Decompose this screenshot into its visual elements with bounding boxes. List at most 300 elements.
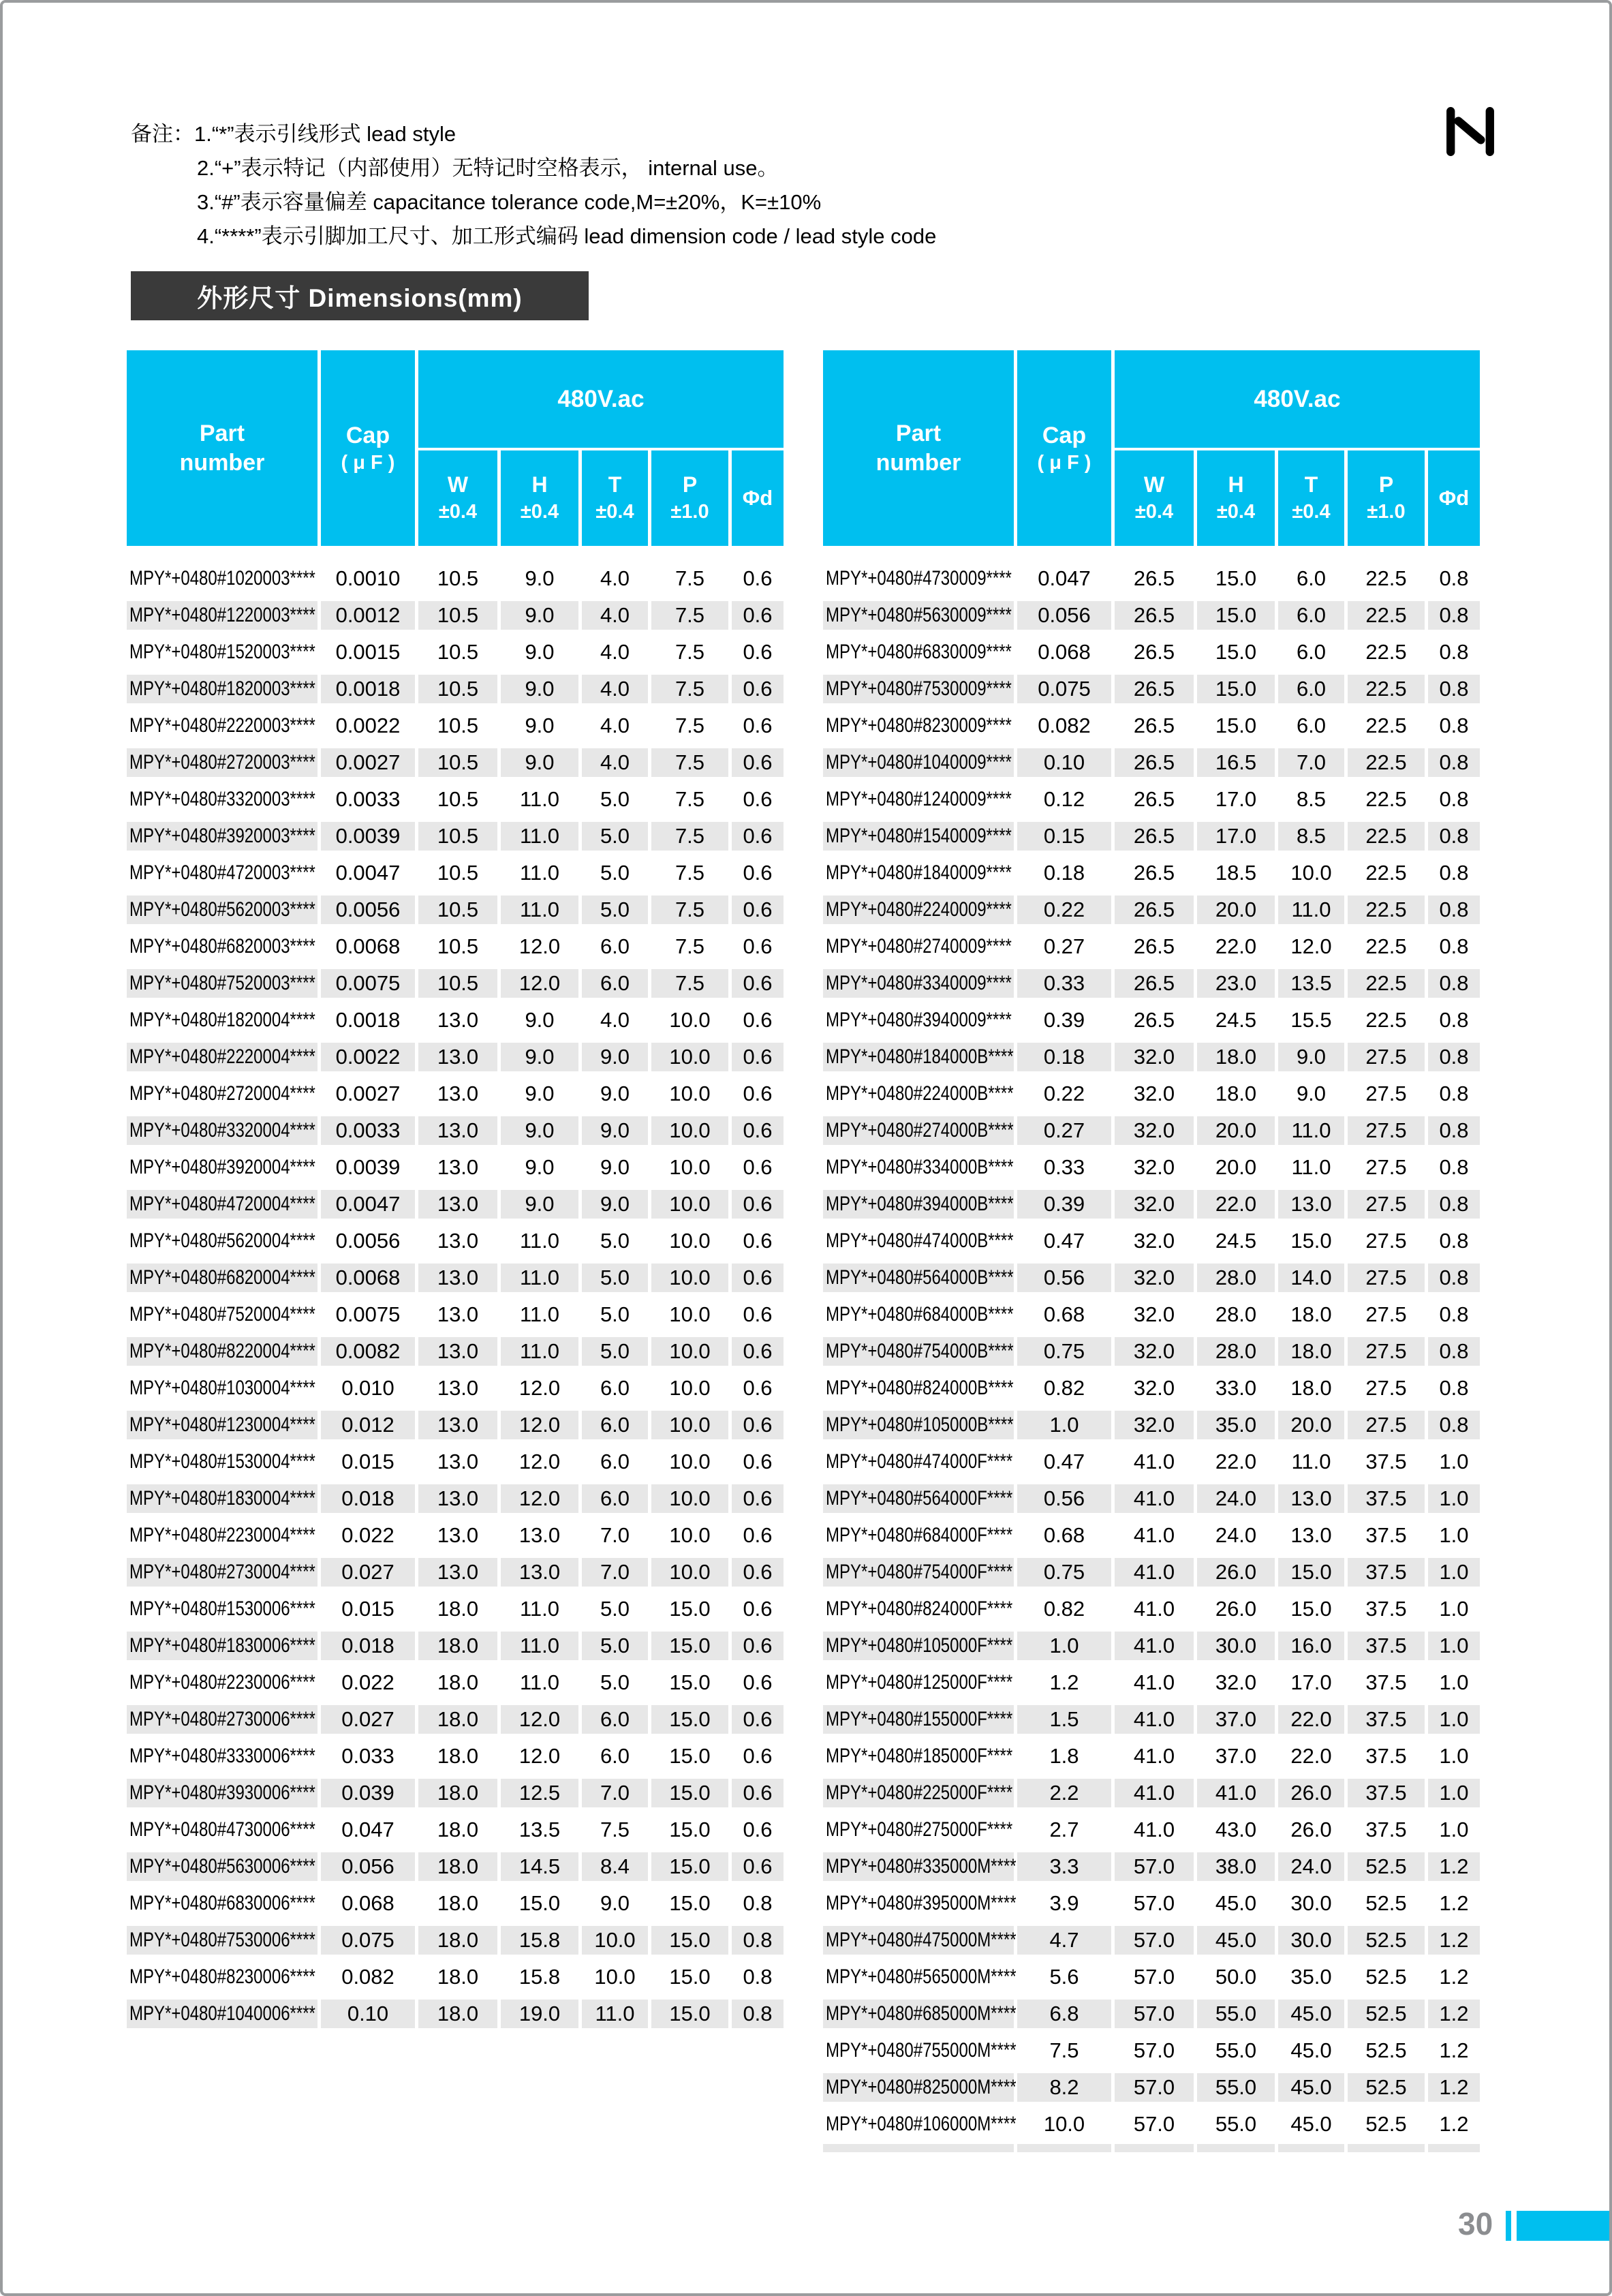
dimension-value-cell: 5.0	[600, 787, 630, 811]
part-number-cell: MPY*+0480#125000F****	[826, 1671, 1013, 1694]
dimension-value-cell: 0.0018	[335, 1008, 401, 1032]
dimension-value-cell: 8.2	[1017, 2073, 1111, 2102]
dimension-value-cell: 10.0	[651, 1116, 728, 1145]
dimension-value-cell: 1.2	[1439, 2038, 1469, 2062]
dimension-value-cell: 0.0056	[335, 1229, 401, 1253]
dimension-value-cell: 41.0	[1133, 1523, 1175, 1547]
part-number-cell: MPY*+0480#1030004****	[129, 1377, 315, 1399]
dimension-value-cell: 0.6	[743, 1008, 773, 1032]
dimensions-table-left	[127, 350, 784, 2032]
dimension-value-cell: 6.0	[1278, 675, 1344, 703]
dimension-value-cell: 0.8	[1439, 787, 1469, 811]
table-row	[823, 1223, 1480, 1259]
dimension-value-cell: 37.5	[1365, 1523, 1407, 1547]
sub-header-row	[1115, 450, 1480, 546]
dimension-value-cell: 52.5	[1348, 1852, 1425, 1881]
dimension-value-cell: 22.5	[1365, 714, 1407, 737]
table-row	[823, 1407, 1480, 1443]
dimension-value-cell: 10.5	[437, 787, 479, 811]
table-row	[127, 781, 784, 818]
table-row	[823, 1443, 1480, 1480]
dimension-value-cell: 0.068	[1038, 640, 1091, 664]
dimension-value-cell: 11.0	[1291, 1155, 1331, 1179]
dimension-value-cell: 6.0	[600, 934, 630, 958]
dimension-value-cell: 0.6	[732, 1043, 784, 1071]
dimension-value-cell: 0.8	[1439, 861, 1469, 885]
dimension-value-cell: 0.0033	[321, 1116, 415, 1145]
col-w-label: W	[1143, 472, 1165, 498]
dimension-value-cell: 0.22	[1017, 896, 1111, 924]
dimension-value-cell: 15.0	[669, 1670, 711, 1694]
col-header-w	[1115, 450, 1194, 546]
part-number-cell: MPY*+0480#475000M****	[823, 1926, 1014, 1955]
part-number-cell: MPY*+0480#6830006****	[129, 1892, 315, 1914]
dimension-value-cell: 11.0	[1278, 896, 1344, 924]
notes-block	[131, 117, 936, 254]
dimension-value-cell: 37.5	[1365, 1818, 1407, 1841]
dimension-value-cell: 24.0	[1215, 1523, 1257, 1547]
dimension-value-cell: 18.0	[1290, 1302, 1332, 1326]
table-row	[823, 1517, 1480, 1554]
dimension-value-cell: 52.5	[1348, 1926, 1425, 1955]
notes-label: 备注：	[131, 122, 194, 146]
dimension-value-cell: 30.0	[1197, 1632, 1275, 1660]
dimension-value-cell: 6.0	[600, 1376, 630, 1400]
dimension-value-cell: 0.010	[341, 1376, 394, 1400]
dimension-value-cell: 26.5	[1115, 601, 1194, 630]
dimension-value-cell: 41.0	[1133, 1744, 1175, 1768]
table-row	[127, 1959, 784, 1995]
dimension-value-cell: 0.8	[1428, 1043, 1480, 1071]
dimension-value-cell: 10.0	[651, 1558, 728, 1587]
dimension-value-cell: 5.0	[600, 1302, 630, 1326]
table-row	[823, 1959, 1480, 1995]
dimension-value-cell: 7.5	[651, 601, 728, 630]
part-number-cell: MPY*+0480#3940009****	[826, 1009, 1012, 1031]
dimension-value-cell: 13.0	[1278, 1190, 1344, 1219]
dimension-value-cell: 20.0	[1197, 896, 1275, 924]
part-number-cell: MPY*+0480#474000F****	[826, 1450, 1013, 1473]
table-row	[823, 2032, 1480, 2069]
table-row	[823, 1259, 1480, 1296]
dimension-value-cell: 7.5	[675, 934, 705, 958]
dimension-value-cell: 1.0	[1439, 1450, 1469, 1473]
dimension-value-cell: 0.0075	[321, 969, 415, 998]
dimension-value-cell: 18.0	[437, 1670, 479, 1694]
dimension-value-cell: 0.6	[743, 787, 773, 811]
dimension-value-cell: 10.0	[669, 1523, 711, 1547]
dimension-value-cell: 6.0	[600, 1450, 630, 1473]
table-row	[823, 1591, 1480, 1627]
table-row	[823, 1370, 1480, 1407]
dimension-value-cell: 6.0	[582, 1705, 648, 1734]
dimension-value-cell: 0.8	[1439, 1376, 1469, 1400]
dimension-value-cell: 22.0	[1278, 1705, 1344, 1734]
dimension-value-cell: 0.8	[732, 2000, 784, 2028]
dimension-value-cell: 7.5	[675, 566, 705, 590]
table-row	[127, 744, 784, 781]
dimension-value-cell: 32.0	[1115, 1337, 1194, 1366]
part-number-cell: MPY*+0480#224000B****	[826, 1082, 1014, 1105]
dimension-value-cell: 37.5	[1365, 1744, 1407, 1768]
dimension-value-cell: 0.18	[1017, 1043, 1111, 1071]
dimension-value-cell: 10.0	[669, 1376, 711, 1400]
table-row	[127, 1627, 784, 1664]
col-p-tolerance: ±1.0	[1367, 500, 1406, 523]
dimension-value-cell: 24.5	[1215, 1008, 1257, 1032]
part-number-cell: MPY*+0480#105000B****	[823, 1411, 1014, 1439]
dimension-value-cell: 50.0	[1215, 1965, 1257, 1989]
table-row	[127, 671, 784, 707]
dimension-value-cell: 38.0	[1197, 1852, 1275, 1881]
cap-header-line1: Cap	[345, 423, 390, 449]
cap-header-unit: ( μ F )	[341, 451, 395, 474]
part-number-cell: MPY*+0480#474000B****	[826, 1229, 1014, 1252]
dimension-value-cell: 0.018	[321, 1484, 415, 1513]
dimension-value-cell: 9.0	[1296, 1082, 1327, 1105]
col-h-tolerance: ±0.4	[520, 500, 559, 523]
part-number-cell: MPY*+0480#2230006****	[129, 1671, 315, 1694]
dimension-value-cell: 9.0	[582, 1116, 648, 1145]
dimension-value-cell: 17.0	[1215, 787, 1257, 811]
dimension-value-cell: 41.0	[1133, 1670, 1175, 1694]
dimension-value-cell: 15.0	[651, 1632, 728, 1660]
dimension-value-cell: 9.0	[501, 1190, 578, 1219]
part-number-cell: MPY*+0480#1540009****	[823, 822, 1014, 851]
dimension-value-cell: 33.0	[1215, 1376, 1257, 1400]
col-header-w	[418, 450, 497, 546]
dimension-value-cell: 6.0	[582, 1411, 648, 1439]
dimension-value-cell: 0.8	[1428, 1337, 1480, 1366]
table-row	[127, 855, 784, 891]
dimension-value-cell: 4.0	[582, 601, 648, 630]
part-number-cell: MPY*+0480#5630006****	[127, 1852, 317, 1881]
dimension-value-cell: 41.0	[1133, 1597, 1175, 1621]
dimension-value-cell: 45.0	[1290, 2038, 1332, 2062]
dimension-value-cell: 15.0	[1290, 1597, 1332, 1621]
dimension-value-cell: 16.5	[1197, 748, 1275, 777]
part-number-cell: MPY*+0480#3920004****	[129, 1156, 315, 1178]
table-row	[823, 1627, 1480, 1664]
part-number-cell: MPY*+0480#1830006****	[127, 1632, 317, 1660]
dimension-value-cell: 13.0	[437, 1155, 479, 1179]
table-row	[127, 1775, 784, 1811]
sub-header-row	[418, 450, 784, 546]
dimension-value-cell: 52.5	[1365, 1891, 1407, 1915]
dimension-value-cell: 0.8	[1439, 1229, 1469, 1253]
dimension-value-cell: 20.0	[1278, 1411, 1344, 1439]
dimension-value-cell: 0.47	[1043, 1450, 1085, 1473]
dimension-value-cell: 10.0	[1290, 861, 1332, 885]
table-row	[823, 1995, 1480, 2032]
dimension-value-cell: 0.68	[1043, 1302, 1085, 1326]
dimension-value-cell: 7.5	[675, 640, 705, 664]
dimension-value-cell: 18.5	[1215, 861, 1257, 885]
table-row	[127, 597, 784, 634]
dimension-value-cell: 10.0	[651, 1484, 728, 1513]
dimension-value-cell: 15.0	[518, 1891, 561, 1915]
page-number: 30	[1458, 2206, 1493, 2241]
dimension-value-cell: 26.5	[1115, 896, 1194, 924]
table-row	[823, 1885, 1480, 1922]
dimension-value-cell: 13.0	[418, 1484, 497, 1513]
dimension-value-cell: 52.5	[1365, 2112, 1407, 2136]
dimension-value-cell: 1.0	[1017, 1632, 1111, 1660]
dimension-value-cell: 15.0	[669, 1597, 711, 1621]
part-number-cell: MPY*+0480#4730009****	[826, 567, 1012, 590]
dimension-value-cell: 9.0	[582, 1190, 648, 1219]
dimension-value-cell: 5.0	[582, 1632, 648, 1660]
dimension-value-cell: 5.6	[1049, 1965, 1079, 1989]
dimension-value-cell: 13.5	[518, 1818, 561, 1841]
dimension-value-cell: 37.5	[1365, 1450, 1407, 1473]
dimension-value-cell: 6.0	[1278, 601, 1344, 630]
dimension-value-cell: 13.0	[1278, 1484, 1344, 1513]
dimension-value-cell: 18.0	[1215, 1082, 1257, 1105]
dimension-value-cell: 0.039	[321, 1779, 415, 1807]
dimension-value-cell: 0.6	[743, 934, 773, 958]
dimension-value-cell: 37.5	[1348, 1705, 1425, 1734]
table-row	[823, 707, 1480, 744]
part-number-cell: MPY*+0480#8230009****	[826, 714, 1012, 737]
dimension-value-cell: 4.0	[582, 675, 648, 703]
part-number-cell: MPY*+0480#6820003****	[129, 935, 315, 958]
dimension-value-cell: 1.0	[1428, 1779, 1480, 1807]
dimension-value-cell: 0.0056	[321, 896, 415, 924]
dimension-value-cell: 0.75	[1017, 1337, 1111, 1366]
dimension-value-cell: 45.0	[1197, 1926, 1275, 1955]
dimension-value-cell: 0.0027	[335, 1082, 401, 1105]
dimension-value-cell: 18.0	[1278, 1337, 1344, 1366]
table-row	[127, 1259, 784, 1296]
dimension-value-cell: 0.8	[743, 1965, 773, 1989]
dimension-value-cell: 15.0	[1290, 1229, 1332, 1253]
dimension-value-cell: 0.6	[743, 1523, 773, 1547]
dimension-value-cell: 0.6	[732, 1190, 784, 1219]
dimension-value-cell: 0.6	[732, 1411, 784, 1439]
dimension-value-cell: 0.0082	[321, 1337, 415, 1366]
dimension-value-cell: 37.5	[1348, 1779, 1425, 1807]
voltage-group-header: 480V.ac	[1115, 350, 1480, 448]
col-t-label: T	[608, 472, 622, 498]
dimension-value-cell: 0.27	[1043, 934, 1085, 958]
dimension-value-cell: 13.0	[437, 1523, 479, 1547]
dimension-value-cell: 6.0	[1296, 714, 1327, 737]
dimension-value-cell: 0.6	[743, 1376, 773, 1400]
dimension-value-cell: 0.033	[341, 1744, 394, 1768]
dimension-value-cell: 10.0	[1043, 2112, 1085, 2136]
dimension-value-cell: 7.5	[600, 1818, 630, 1841]
dimension-value-cell: 0.047	[341, 1818, 394, 1841]
col-header-t	[582, 450, 648, 546]
dimension-value-cell: 0.0012	[321, 601, 415, 630]
footer-accent-bar	[1517, 2211, 1609, 2241]
col-w-tolerance: ±0.4	[1134, 500, 1174, 523]
dimension-value-cell: 15.5	[1290, 1008, 1332, 1032]
part-number-cell: MPY*+0480#564000B****	[823, 1264, 1014, 1292]
table-row	[823, 891, 1480, 928]
dimension-value-cell: 1.2	[1428, 1926, 1480, 1955]
dimension-value-cell: 11.0	[519, 1597, 560, 1621]
dimension-value-cell: 32.0	[1133, 1155, 1175, 1179]
dimension-value-cell: 13.0	[418, 1558, 497, 1587]
dimension-value-cell: 18.0	[418, 1632, 497, 1660]
dimension-value-cell: 52.5	[1348, 2073, 1425, 2102]
dimension-value-cell: 4.0	[582, 748, 648, 777]
dimension-value-cell: 14.0	[1278, 1264, 1344, 1292]
part-number-cell: MPY*+0480#1040006****	[127, 2000, 317, 2028]
dimension-value-cell: 32.0	[1133, 1376, 1175, 1400]
col-header-h	[1197, 450, 1275, 546]
dimension-value-cell: 4.0	[600, 714, 630, 737]
table-row	[127, 1039, 784, 1075]
dimension-value-cell: 10.0	[651, 1411, 728, 1439]
part-number-header	[823, 350, 1014, 546]
dimension-value-cell: 2.7	[1049, 1818, 1079, 1841]
dimension-value-cell: 0.47	[1043, 1229, 1085, 1253]
dimension-value-cell: 9.0	[582, 1043, 648, 1071]
table-row	[823, 744, 1480, 781]
dimension-value-cell: 6.0	[582, 1484, 648, 1513]
dimension-value-cell: 11.0	[501, 1632, 578, 1660]
dimension-value-cell: 7.5	[675, 714, 705, 737]
part-number-cell: MPY*+0480#3920003****	[127, 822, 317, 851]
part-number-cell: MPY*+0480#2240009****	[823, 896, 1014, 924]
dimension-value-cell: 18.0	[437, 1891, 479, 1915]
dimension-value-cell: 32.0	[1133, 1229, 1175, 1253]
dimension-value-cell: 32.0	[1115, 1411, 1194, 1439]
table-row	[823, 1149, 1480, 1186]
table-row	[127, 1443, 784, 1480]
col-t-tolerance: ±0.4	[595, 500, 634, 523]
dimension-value-cell: 17.0	[1290, 1670, 1332, 1694]
dimension-value-cell: 0.6	[732, 822, 784, 851]
part-number-cell: MPY*+0480#7520004****	[129, 1303, 315, 1326]
dimension-value-cell: 0.068	[341, 1891, 394, 1915]
dimension-value-cell: 26.5	[1115, 675, 1194, 703]
dimension-value-cell: 0.6	[743, 1670, 773, 1694]
part-number-cell: MPY*+0480#684000B****	[826, 1303, 1014, 1326]
dimension-value-cell: 12.0	[518, 1450, 561, 1473]
dimension-value-cell: 32.0	[1115, 1190, 1194, 1219]
dimension-value-cell: 57.0	[1133, 2038, 1175, 2062]
dimension-value-cell: 0.0027	[321, 748, 415, 777]
dimension-value-cell: 13.0	[437, 1450, 479, 1473]
dimension-value-cell: 15.0	[1215, 566, 1257, 590]
part-number-cell: MPY*+0480#2220003****	[129, 714, 315, 737]
dimension-value-cell: 13.0	[418, 1411, 497, 1439]
dimension-value-cell: 41.0	[1197, 1779, 1275, 1807]
dimension-value-cell: 0.6	[732, 675, 784, 703]
col-h-tolerance: ±0.4	[1216, 500, 1256, 523]
dimension-value-cell: 15.0	[669, 1965, 711, 1989]
dimension-value-cell: 0.8	[1428, 1116, 1480, 1145]
dimension-value-cell: 0.10	[1017, 748, 1111, 777]
part-header-line1: Part	[199, 420, 245, 446]
dimension-value-cell: 1.0	[1439, 1597, 1469, 1621]
dimension-value-cell: 0.047	[1038, 566, 1091, 590]
dimension-value-cell: 14.5	[501, 1852, 578, 1881]
dimension-value-cell: 0.39	[1043, 1008, 1085, 1032]
dimension-value-cell: 26.5	[1115, 748, 1194, 777]
part-number-cell: MPY*+0480#274000B****	[823, 1116, 1014, 1145]
note-item-1: 1.“*”表示引线形式 lead style	[194, 122, 456, 146]
dimension-value-cell: 0.8	[1439, 1008, 1469, 1032]
part-number-cell: MPY*+0480#1240009****	[826, 788, 1012, 810]
dimension-value-cell: 1.0	[1439, 1744, 1469, 1768]
dimension-value-cell: 0.6	[732, 601, 784, 630]
table-row	[823, 965, 1480, 1002]
col-p-label: P	[1378, 472, 1394, 498]
dimension-value-cell: 13.0	[437, 1229, 479, 1253]
dimension-value-cell: 22.0	[1290, 1744, 1332, 1768]
dimension-value-cell: 37.5	[1348, 1632, 1425, 1660]
part-number-cell: MPY*+0480#1820003****	[127, 675, 317, 703]
table-row	[127, 1738, 784, 1775]
dimension-value-cell: 0.6	[732, 1264, 784, 1292]
part-number-cell: MPY*+0480#8220004****	[127, 1337, 317, 1366]
col-header-t	[1278, 450, 1344, 546]
part-number-cell: MPY*+0480#5630009****	[823, 601, 1014, 630]
part-number-cell: MPY*+0480#395000M****	[826, 1892, 1017, 1914]
dimension-value-cell: 12.5	[501, 1779, 578, 1807]
dimension-value-cell: 15.0	[651, 2000, 728, 2028]
dimension-value-cell: 0.6	[743, 1744, 773, 1768]
dimension-value-cell: 0.8	[1439, 934, 1469, 958]
dimension-value-cell: 15.8	[501, 1926, 578, 1955]
dimension-value-cell: 27.5	[1348, 1337, 1425, 1366]
dimension-value-cell: 1.0	[1439, 1818, 1469, 1841]
dimension-value-cell: 9.0	[501, 1043, 578, 1071]
footer-accent-tick	[1506, 2211, 1511, 2241]
dimension-value-cell: 7.5	[651, 896, 728, 924]
dimension-value-cell: 5.0	[582, 896, 648, 924]
dimension-value-cell: 0.56	[1017, 1484, 1111, 1513]
dimension-value-cell: 32.0	[1115, 1043, 1194, 1071]
table-body-left	[127, 560, 784, 2032]
note-line-1	[131, 117, 936, 151]
table-row	[823, 560, 1480, 597]
dimension-value-cell: 10.0	[582, 1926, 648, 1955]
table-header	[127, 350, 784, 546]
table-row	[823, 1701, 1480, 1738]
dimension-value-cell: 0.012	[321, 1411, 415, 1439]
dimension-value-cell: 3.9	[1049, 1891, 1079, 1915]
part-number-cell: MPY*+0480#334000B****	[826, 1156, 1014, 1178]
table-row	[127, 1811, 784, 1848]
dimension-value-cell: 13.0	[437, 1082, 479, 1105]
dimension-value-cell: 15.0	[1197, 601, 1275, 630]
dimension-value-cell: 0.8	[1428, 969, 1480, 998]
col-t-tolerance: ±0.4	[1292, 500, 1331, 523]
col-header-h	[501, 450, 578, 546]
dimension-value-cell: 18.0	[418, 1779, 497, 1807]
table-row	[823, 1186, 1480, 1223]
dimension-value-cell: 0.6	[732, 896, 784, 924]
part-number-cell: MPY*+0480#6820004****	[127, 1264, 317, 1292]
table-row	[823, 1039, 1480, 1075]
dimension-value-cell: 11.0	[1278, 1116, 1344, 1145]
dimension-value-cell: 27.5	[1348, 1116, 1425, 1145]
dimension-value-cell: 7.0	[1278, 748, 1344, 777]
cap-header	[321, 350, 415, 546]
dimension-value-cell: 1.2	[1439, 2112, 1469, 2136]
dimension-value-cell: 0.6	[732, 1705, 784, 1734]
dimension-value-cell: 26.5	[1115, 822, 1194, 851]
table-row	[823, 1848, 1480, 1885]
dimension-value-cell: 18.0	[418, 2000, 497, 2028]
dimension-value-cell: 5.0	[600, 1229, 630, 1253]
